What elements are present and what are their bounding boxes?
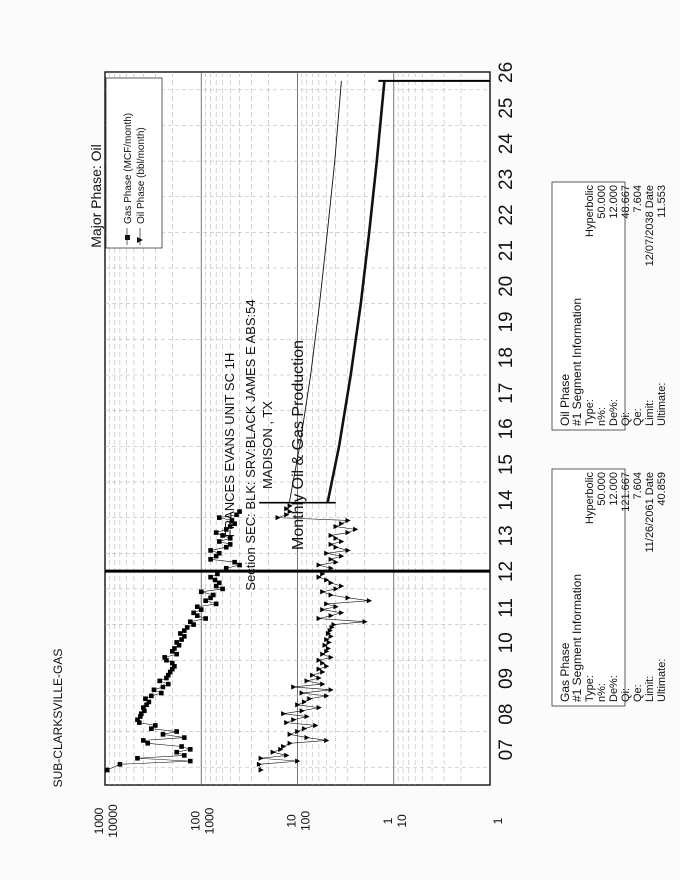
- segment-row-label: De%:: [608, 399, 620, 426]
- gas-data-point: [174, 652, 179, 657]
- gas-data-point: [182, 735, 187, 740]
- gas-data-point: [159, 691, 164, 696]
- title-line-3: MADISON , TX: [260, 401, 275, 489]
- gas-data-point: [188, 619, 193, 624]
- segment-row-label: Type:: [584, 675, 596, 702]
- gas-data-point: [208, 557, 213, 562]
- gas-data-point: [237, 563, 242, 568]
- segment-row-value: 7.604: [632, 185, 644, 213]
- segment-row-value: 48.667: [620, 185, 632, 219]
- x-tick-label: 16: [496, 418, 517, 440]
- chart-subtitle: Monthly Oil & Gas Production: [290, 340, 307, 550]
- gas-data-point: [172, 646, 177, 651]
- segment-row-value: 7.604: [632, 472, 644, 500]
- x-tick-label: 23: [496, 168, 517, 190]
- x-tick-label: 13: [496, 525, 517, 547]
- x-tick-label: 18: [496, 347, 517, 369]
- segment-row-value: 12/07/2038 Date: [644, 185, 656, 267]
- gas-data-point: [179, 744, 184, 749]
- gas-data-point: [162, 655, 167, 660]
- x-tick-label: 20: [496, 275, 517, 297]
- gas-data-point: [182, 753, 187, 758]
- gas-data-point: [217, 581, 222, 586]
- y-tick-label-secondary: 1000: [202, 807, 217, 835]
- gas-data-point: [149, 694, 154, 699]
- field-label: SUB-CLARKSVILLE-GAS: [51, 648, 65, 788]
- gas-data-point: [224, 545, 229, 550]
- x-tick-label: 26: [496, 61, 517, 83]
- gas-data-point: [157, 679, 162, 684]
- x-tick-label: 17: [496, 382, 517, 404]
- x-tick-label: 22: [496, 204, 517, 226]
- gas-data-point: [213, 578, 218, 583]
- gas-data-point: [191, 611, 196, 616]
- x-tick-label: 21: [496, 240, 517, 262]
- legend-gas-label: Gas Phase (MCF/month): [123, 112, 134, 224]
- gas-data-point: [220, 587, 225, 592]
- gas-data-point: [174, 750, 179, 755]
- gas-data-point: [141, 738, 146, 743]
- gas-box-segment: #1 Segment Information: [570, 573, 584, 702]
- gas-data-point: [185, 625, 190, 630]
- segment-row-label: Qe:: [632, 408, 644, 426]
- gas-data-point: [217, 515, 222, 520]
- legend-gas-swatch: [125, 235, 130, 240]
- x-tick-label: 10: [496, 632, 517, 654]
- gas-data-point: [170, 661, 175, 666]
- segment-row-label: n%:: [596, 683, 608, 702]
- segment-row-value: Hyperbolic: [584, 472, 596, 524]
- gas-data-point: [215, 572, 220, 577]
- x-tick-label: 24: [496, 133, 517, 155]
- segment-row-label: Limit:: [644, 675, 656, 702]
- segment-row-label: n%:: [596, 407, 608, 426]
- x-tick-label: 08: [496, 703, 517, 725]
- gas-data-point: [237, 509, 242, 514]
- gas-data-point: [166, 682, 171, 687]
- oil-box-segment: #1 Segment Information: [570, 297, 584, 426]
- gas-segment-box: [552, 469, 668, 706]
- title-line-1: FRANCES EVANS UNIT SC 1H: [222, 352, 237, 538]
- gas-data-point: [217, 539, 222, 544]
- gas-data-point: [145, 741, 150, 746]
- y-tick-label: 1000: [92, 807, 106, 835]
- gas-data-point: [182, 634, 187, 639]
- gas-data-point: [208, 548, 213, 553]
- gas-data-point: [214, 602, 219, 607]
- y-tick-label-secondary: 10: [394, 814, 409, 828]
- segment-row-label: Qi:: [620, 411, 632, 426]
- title-line-2: Section SEC: BLK: SRV:BLACK JAMES E ABS:54: [243, 299, 258, 591]
- gas-data-point: [211, 593, 216, 598]
- gas-data-point: [178, 631, 183, 636]
- y-tick-label: 10: [284, 814, 299, 828]
- gas-data-point: [224, 566, 229, 571]
- gas-data-point: [135, 756, 140, 761]
- y-tick-label: 100: [188, 810, 203, 832]
- segment-row-value: 11.553: [656, 185, 668, 218]
- gas-data-point: [217, 551, 222, 556]
- segment-row-label: Limit:: [644, 399, 656, 426]
- oil-box-heading: Oil Phase: [558, 373, 572, 426]
- segment-row-value: 40.859: [656, 472, 668, 506]
- y-tick-label-secondary: 100: [298, 810, 313, 832]
- x-tick-label: 14: [496, 489, 517, 511]
- gas-data-point: [188, 759, 193, 764]
- y-tick-label-secondary: 1: [491, 817, 505, 825]
- segment-row-label: Qi:: [620, 687, 632, 702]
- segment-row-value: Hyperbolic: [584, 185, 596, 237]
- x-tick-label: 12: [496, 560, 517, 583]
- segment-row-value: 50.000: [596, 185, 608, 219]
- gas-data-point: [174, 640, 179, 645]
- segment-row-value: 11/26/2061 Date: [644, 472, 656, 553]
- segment-row-label: Ultimate:: [656, 382, 668, 426]
- gas-data-point: [153, 723, 158, 728]
- y-tick-label-secondary: 10000: [106, 804, 120, 838]
- x-tick-label: 11: [496, 598, 517, 618]
- legend: [106, 78, 162, 248]
- gas-data-point: [188, 747, 193, 752]
- segment-row-value: 121.667: [620, 472, 632, 512]
- x-tick-label: 09: [496, 667, 517, 690]
- gas-data-point: [149, 726, 154, 731]
- segment-row-label: De%:: [608, 675, 620, 702]
- gas-data-point: [208, 575, 213, 580]
- gas-data-point: [161, 732, 166, 737]
- gas-data-point: [161, 685, 166, 690]
- gas-box-heading: Gas Phase: [558, 642, 572, 702]
- gas-data-point: [118, 762, 123, 767]
- segment-row-label: Type:: [584, 399, 596, 426]
- legend-oil-label: Oil Phase (bbl/month): [136, 127, 147, 224]
- gas-data-point: [143, 696, 148, 701]
- gas-data-point: [105, 768, 110, 773]
- gas-data-point: [232, 560, 237, 565]
- segment-row-label: Ultimate:: [656, 658, 668, 702]
- gas-data-point: [214, 530, 219, 535]
- gas-data-point: [152, 688, 157, 693]
- segment-row-value: 50.000: [596, 472, 608, 506]
- x-tick-label: 07: [496, 739, 517, 761]
- segment-row-value: 12.000: [608, 472, 620, 506]
- oil-segment-box: [552, 182, 668, 430]
- gas-data-point: [199, 607, 204, 612]
- gas-data-point: [195, 604, 200, 609]
- gas-data-point: [228, 542, 233, 547]
- gas-data-point: [174, 729, 179, 734]
- x-tick-label: 25: [496, 97, 517, 119]
- gas-data-point: [203, 598, 208, 603]
- gas-data-point: [203, 616, 208, 621]
- x-tick-label: 19: [496, 311, 517, 333]
- x-tick-label: 15: [496, 454, 517, 476]
- segment-row-label: Qe:: [632, 684, 644, 702]
- segment-row-value: 12.000: [608, 185, 620, 219]
- gas-data-point: [199, 589, 204, 594]
- y-tick-label: 1: [380, 817, 395, 825]
- major-phase-label: Major Phase: Oil: [88, 144, 104, 248]
